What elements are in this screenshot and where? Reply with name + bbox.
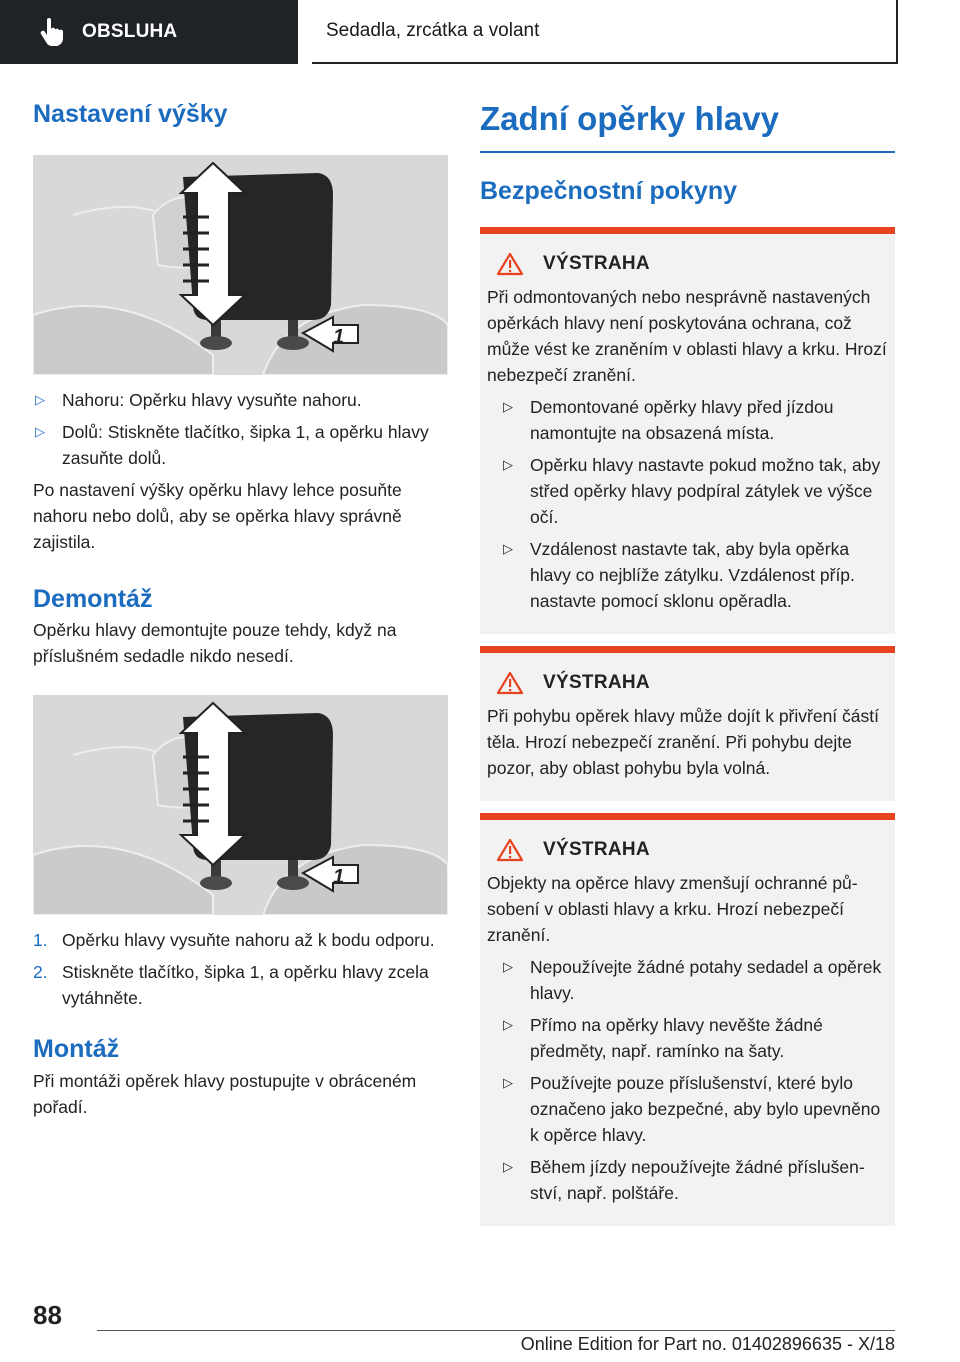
list-item: ▷ Během jízdy nepoužívejte žádné příslušenství, např. polštáře. — [501, 1154, 887, 1206]
warning-triangle-icon — [497, 838, 523, 862]
warning-triangle-icon — [497, 252, 523, 276]
triangle-right-icon: ▷ — [35, 391, 45, 407]
chapter-label: Sedadla, zrcátka a volant — [326, 20, 540, 41]
figure-callout: 1 — [333, 866, 345, 888]
page-number: 88 — [33, 1300, 62, 1330]
heading-install: Montáž — [33, 1035, 120, 1063]
figure-headrest-removal — [33, 695, 448, 915]
heading-rule — [480, 151, 895, 153]
warning-box — [480, 813, 895, 1226]
list-item: ▷ Nepoužívejte žádné potahy sedadel a opěrek hlavy. — [501, 954, 887, 1006]
list-item: ▷ Přímo na opěrky hlavy nevěšte žádné předměty, např. ramínko na šaty. — [501, 1012, 887, 1064]
triangle-right-icon: ▷ — [35, 423, 45, 439]
removal-steps — [33, 927, 448, 1011]
section-tab — [0, 0, 298, 64]
headrest-illustration — [33, 695, 448, 915]
heading-height-adjust: Nastavení výšky — [33, 100, 228, 128]
triangle-right-icon: ▷ — [503, 399, 513, 415]
removal-paragraph: Opěrku hlavy demontujte pouze tehdy, když na příslušném sedadle nikdo nesedí. — [33, 620, 397, 666]
figure-callout: 1 — [333, 325, 345, 348]
warning-box — [480, 646, 895, 801]
footer-edition: Online Edition for Part no. 01402896635 - X/18 — [520, 1334, 895, 1354]
warning-box — [480, 227, 895, 634]
list-item: ▷ Opěrku hlavy nastavte pokud možno tak, aby střed opěrky hlavy podpíral zátylek ve výšce očí. — [501, 452, 887, 530]
list-item: ▷ Demontované opěrky hlavy před jízdou namontujte na obsazená místa. — [501, 394, 887, 446]
section-label: OBSLUHA — [82, 21, 178, 42]
triangle-right-icon: ▷ — [503, 457, 513, 473]
triangle-right-icon: ▷ — [503, 541, 513, 557]
warning-text: Při pohybu opěrek hlavy může dojít k přivření částí těla. Hrozí nebezpečí zranění. Při pohybu dejte pozor, aby oblast pohybu byla volná. — [487, 706, 879, 779]
figure-headrest-height — [33, 155, 448, 375]
install-paragraph: Při montáži opěrek hlavy postupujte v obráceném pořadí. — [33, 1070, 417, 1117]
height-paragraph: Po nastavení výšky opěrku hlavy lehce posuňte nahoru nebo dolů, aby se opěrka hlavy správně zajistila. — [33, 479, 402, 552]
left-column — [33, 98, 448, 1120]
heading-safety: Bezpečnostní pokyny — [480, 176, 737, 205]
height-bullets — [33, 387, 448, 471]
list-item: ▷ Dolů: Stiskněte tlačítko, šipka 1, a opěrku hlavy zasuňte dolů. — [33, 419, 448, 471]
warning-bullets — [501, 954, 887, 1206]
triangle-right-icon: ▷ — [503, 1159, 513, 1175]
list-item: 1. Opěrku hlavy vysuňte nahoru až k bodu odporu. — [33, 930, 435, 950]
list-item: 2. Stiskněte tlačítko, šipka 1, a opěrku hlavy zcela vytáhněte. — [33, 962, 429, 1008]
list-item: ▷ Vzdálenost nastavte tak, aby byla opěrka hlavy co nejblíže zátylku. Vzdálenost příp. nastavte pomocí sklonu opěradla. — [501, 536, 887, 614]
triangle-right-icon: ▷ — [503, 1017, 513, 1033]
hand-pointer-icon — [38, 17, 64, 47]
chapter-tab — [312, 0, 898, 64]
footer-rule — [97, 1330, 895, 1331]
list-item: ▷ Nahoru: Opěrku hlavy vysuňte nahoru. — [33, 387, 448, 413]
warning-bullets — [501, 394, 887, 614]
warning-text: Při odmontovaných nebo nesprávně nastavených opěrkách hlavy není poskytována ochrana, což může vést ke zraněním v oblasti hlavy a krku. Hrozí nebezpečí zranění. — [487, 287, 887, 386]
triangle-right-icon: ▷ — [503, 1075, 513, 1091]
warning-text: Objekty na opěrce hlavy zmenšují ochranné působení v oblasti hlavy a krku. Hrozí nebezpečí zranění. — [487, 873, 858, 946]
heading-rear-headrests: Zadní opěrky hlavy — [480, 100, 779, 137]
heading-removal: Demontáž — [33, 584, 153, 613]
warning-triangle-icon — [497, 671, 523, 695]
right-column — [480, 98, 895, 1226]
warning-title: VÝSTRAHA — [497, 838, 887, 862]
warning-title: VÝSTRAHA — [497, 252, 887, 276]
triangle-right-icon: ▷ — [503, 959, 513, 975]
warning-title: VÝSTRAHA — [497, 671, 887, 695]
headrest-illustration — [33, 155, 448, 375]
list-item: ▷ Používejte pouze příslušenství, které bylo označeno jako bezpečné, aby bylo upevněno k opěrce hlavy. — [501, 1070, 887, 1148]
